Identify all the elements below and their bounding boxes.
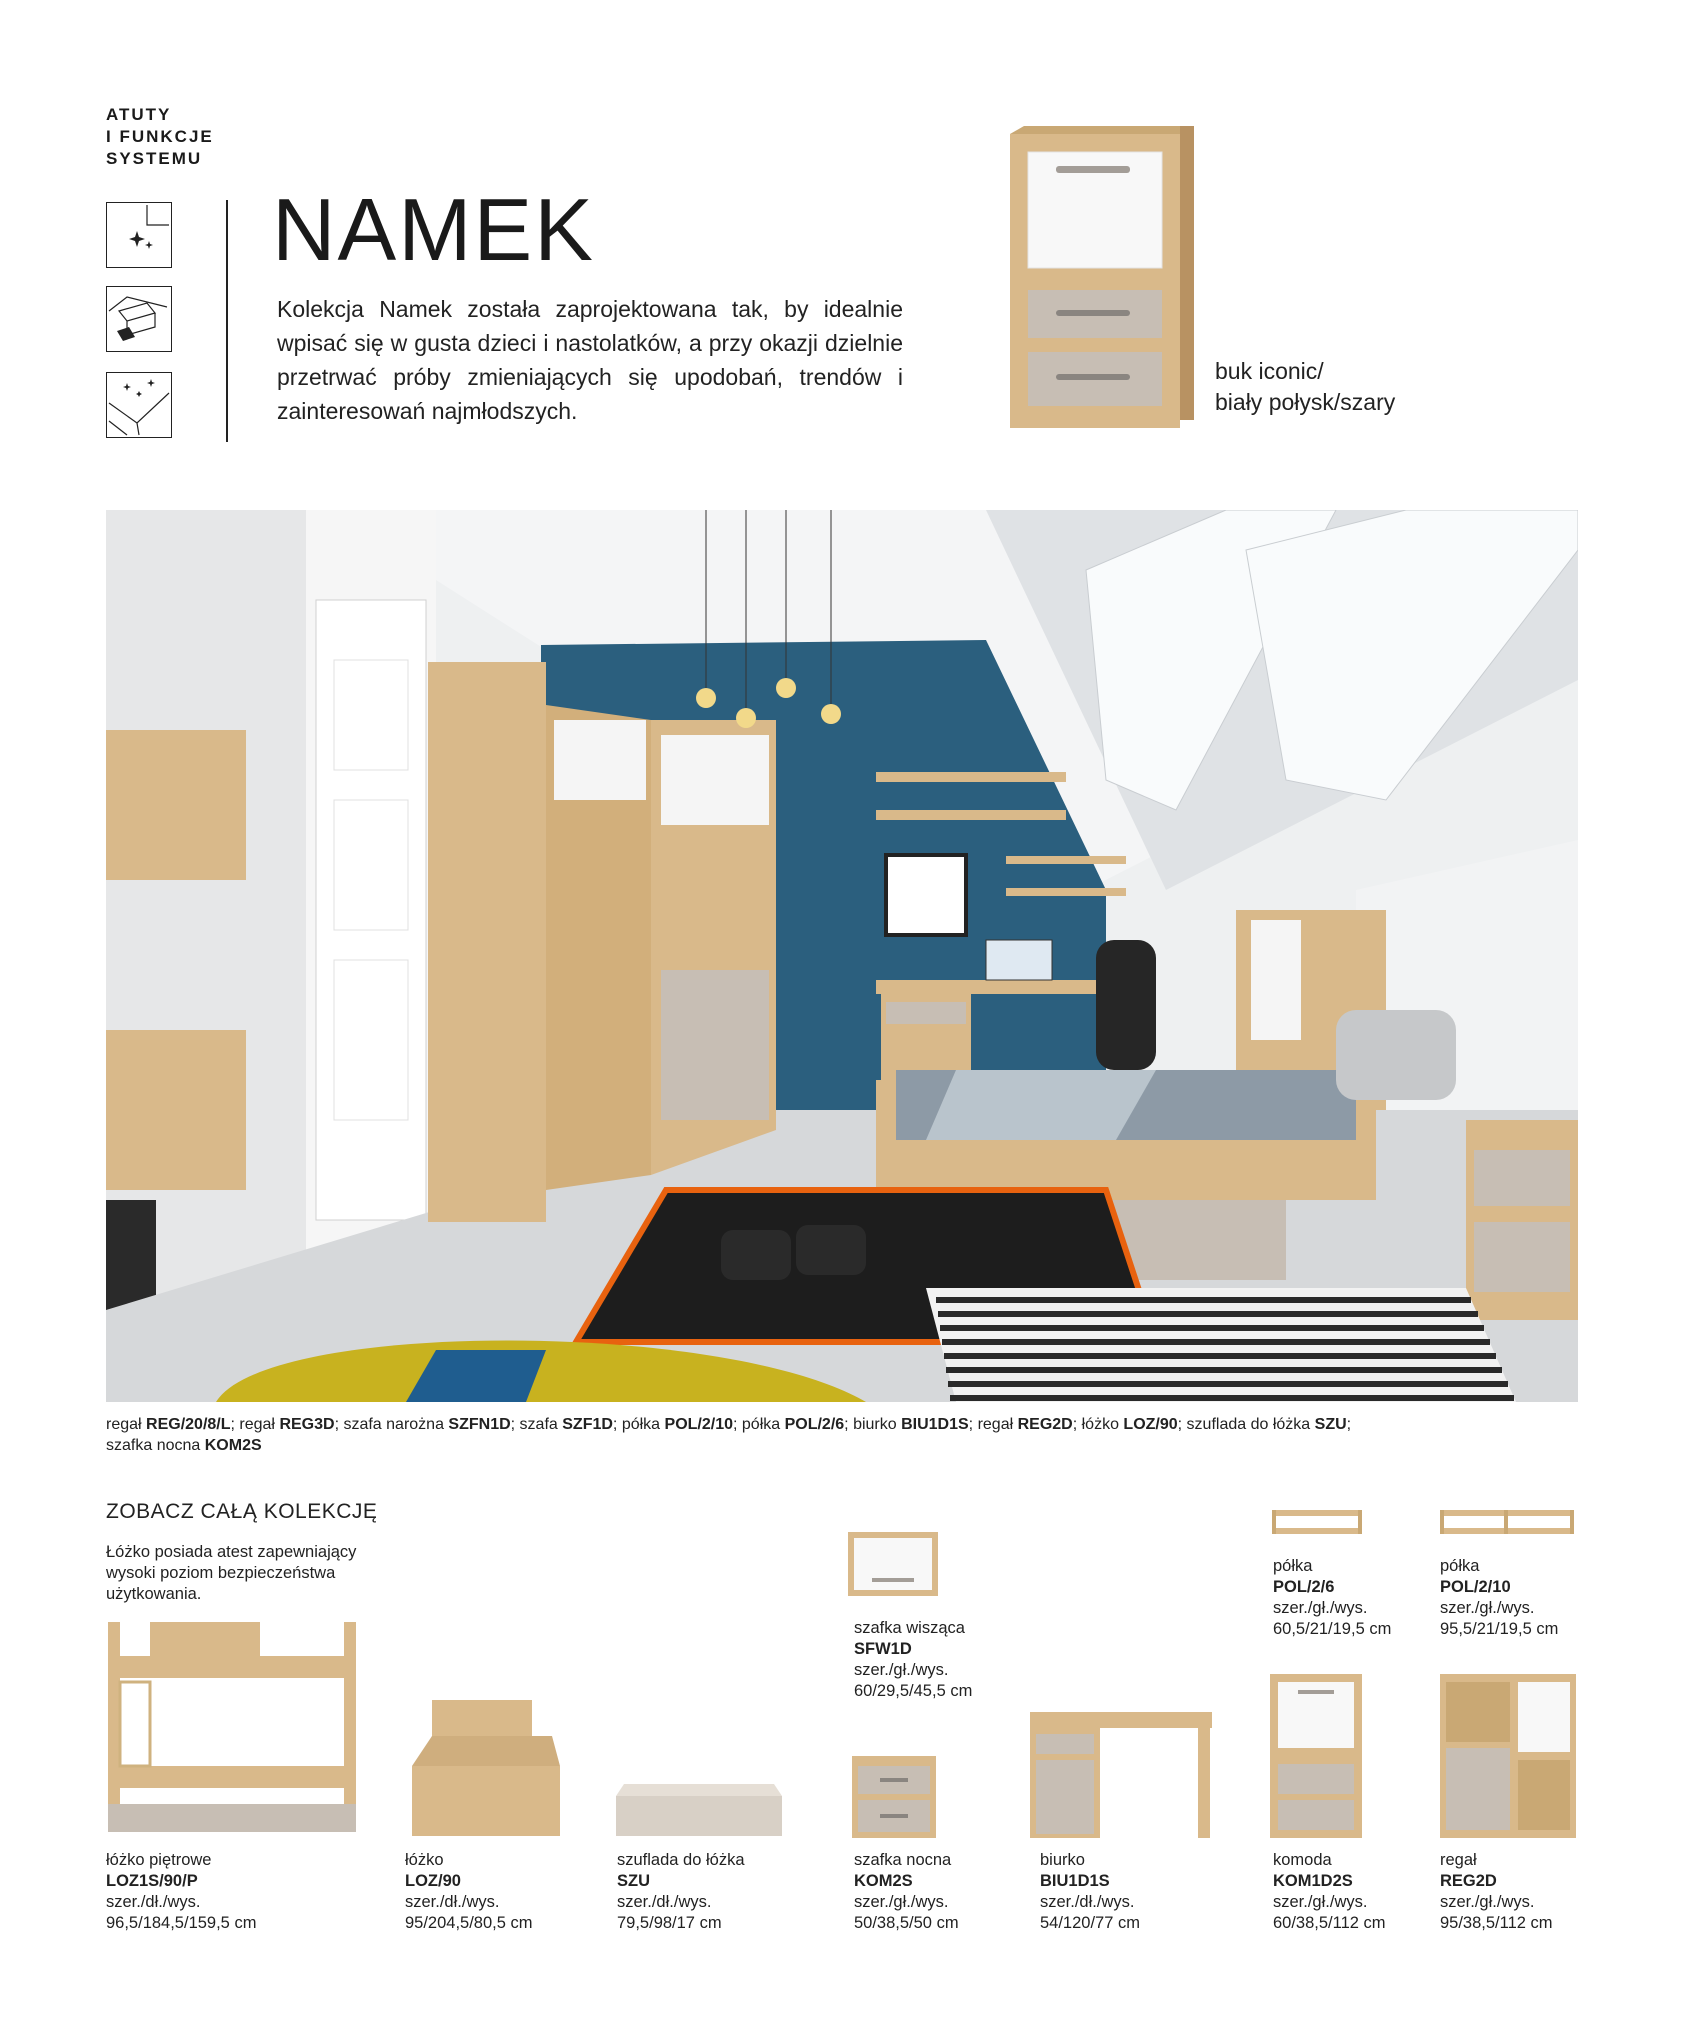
hanging-cabinet-image: [848, 1530, 938, 1596]
features-heading-line: I FUNKCJE: [106, 127, 214, 146]
page-title: NAMEK: [272, 180, 595, 279]
bookcase-image: [1440, 1672, 1576, 1838]
product-label-bookcase: regał REG2D szer./gł./wys. 95/38,5/112 cm: [1440, 1851, 1553, 1932]
room-photo: [106, 510, 1578, 1402]
caption-item: regał REG2D;: [977, 1416, 1082, 1433]
caption-item: szafka nocna KOM2S: [106, 1437, 262, 1454]
product-label-nightstand: szafka nocna KOM2S szer./gł./wys. 50/38,5/50 cm: [854, 1851, 959, 1932]
caption-item: szuflada do łóżka SZU;: [1186, 1416, 1352, 1433]
features-heading-line: SYSTEMU: [106, 149, 203, 168]
features-heading-line: ATUTY: [106, 105, 172, 124]
sparkle-icon: [106, 202, 172, 268]
product-label-hanging-cabinet: szafka wisząca SFW1D szer./gł./wys. 60/29,5/45,5 cm: [854, 1619, 973, 1700]
caption-item: biurko BIU1D1S;: [853, 1416, 978, 1433]
bed-image: [402, 1696, 567, 1842]
bed-drawer-image: [614, 1776, 782, 1838]
caption-item: regał REG/20/8/L;: [106, 1416, 240, 1433]
caption-item: regał REG3D;: [239, 1416, 344, 1433]
features-heading: [106, 104, 306, 170]
product-label-shelf-pol-2-6: półka POL/2/6 szer./gł./wys. 60,5/21/19,5 cm: [1273, 1557, 1392, 1638]
finish-line: buk iconic/: [1215, 358, 1324, 384]
caption-item: półka POL/2/6;: [741, 1416, 854, 1433]
caption-item: szafa SZF1D;: [519, 1416, 622, 1433]
divider-line: [226, 200, 228, 442]
safety-note: Łóżko posiada atest zapewniający wysoki poziom bezpieczeństwa użytkowania.: [106, 1543, 357, 1603]
finish-description: [1215, 356, 1395, 418]
shelf-pol-2-6-image: [1272, 1508, 1362, 1536]
caption-item: szafa narożna SZFN1D;: [343, 1416, 520, 1433]
desk-image: [1030, 1708, 1212, 1838]
drawer-icon: [106, 286, 172, 352]
collection-heading: ZOBACZ CAŁĄ KOLEKCJĘ: [106, 1500, 378, 1523]
photo-caption: [106, 1414, 1536, 1456]
product-label-bed: łóżko LOZ/90 szer./dł./wys. 95/204,5/80,5 cm: [405, 1851, 533, 1932]
panel-icon: [106, 372, 172, 438]
product-label-bunk-bed: łóżko piętrowe LOZ1S/90/P szer./dł./wys. 96,5/184,5/159,5 cm: [106, 1851, 257, 1932]
shelf-pol-2-10-image: [1440, 1508, 1574, 1536]
caption-item: półka POL/2/10;: [621, 1416, 742, 1433]
nightstand-image: [852, 1752, 936, 1838]
bunk-bed-image: [100, 1616, 365, 1842]
product-label-shelf-pol-2-10: półka POL/2/10 szer./gł./wys. 95,5/21/19,5 cm: [1440, 1557, 1559, 1638]
chest-of-drawers-image: [1270, 1672, 1362, 1838]
dresser-illustration: [1010, 126, 1194, 428]
finish-line: biały połysk/szary: [1215, 389, 1396, 415]
striped-rug: [926, 1288, 1516, 1402]
caption-item: łóżko LOZ/90;: [1081, 1416, 1187, 1433]
product-label-bed-drawer: szuflada do łóżka SZU szer./dł./wys. 79,5/98/17 cm: [617, 1851, 745, 1932]
product-label-chest: komoda KOM1D2S szer./gł./wys. 60/38,5/112 cm: [1273, 1851, 1386, 1932]
product-label-desk: biurko BIU1D1S szer./dł./wys. 54/120/77 cm: [1040, 1851, 1140, 1932]
intro-text: Kolekcja Namek została zaprojektowana tak, by idealnie wpisać się w gusta dzieci i nastolatków, a przy okazji dzielnie przetrwać próby zmieniających się upodobań, trendów i zainteresowań najmłodszych.: [277, 296, 903, 424]
